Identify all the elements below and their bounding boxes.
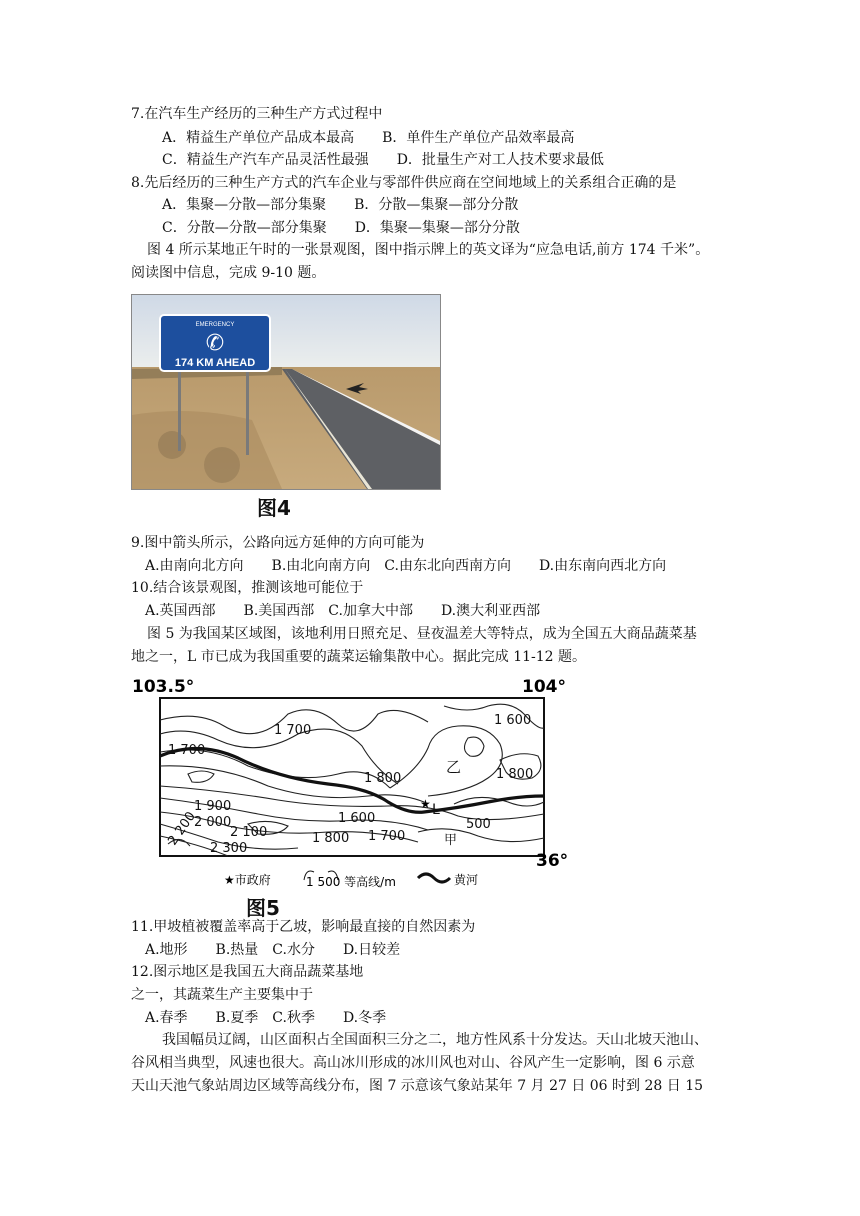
slope-jia-label: 甲	[444, 833, 458, 848]
figure-5-caption: 图5	[246, 896, 280, 920]
paragraph-line3: 天山天池气象站周边区域等高线分布，图 7 示意该气象站某年 7 月 27 日 06 时到 28 日 15	[131, 1078, 704, 1094]
legend-city: ★市政府	[224, 873, 271, 887]
contour-label: 500	[466, 817, 491, 832]
intro5-line2: 地之一，L 市已成为我国重要的蔬菜运输集散中心。据此完成 11-12 题。	[131, 649, 587, 665]
contour-label: 2 200	[165, 809, 199, 849]
q8-stem: 8.先后经历的三种生产方式的汽车企业与零部件供应商在空间地域上的关系组合正确的是	[131, 175, 677, 191]
phone-icon: ✆	[205, 331, 225, 356]
contour-label: 1 600	[338, 811, 376, 826]
contour-label: 1 700	[274, 723, 312, 738]
longitude-right-label: 104°	[522, 677, 566, 697]
contour-label: 1 800	[364, 771, 402, 786]
contour-label: 2 100	[230, 825, 268, 840]
sign-text: 174 KM AHEAD	[174, 357, 256, 369]
contour-label: 1 800	[496, 767, 534, 782]
figure-4-caption: 图4	[257, 496, 291, 520]
sign-top-text: EMERGENCY	[195, 322, 235, 328]
contour-label: 2 300	[210, 841, 248, 856]
contour-map	[128, 674, 580, 896]
contour-label: 2 000	[194, 815, 232, 830]
q8-options-ab: A．集聚—分散—部分集聚 B．分散—集聚—部分分散	[162, 197, 519, 213]
contour-label: 1 600	[494, 713, 532, 728]
intro5-line1: 图 5 为我国某区域图，该地利用日照充足、昼夜温差大等特点，成为全国五大商品蔬菜基	[147, 626, 697, 642]
legend-river: 黄河	[454, 873, 479, 887]
intro4-line2: 阅读图中信息，完成 9-10 题。	[131, 265, 326, 281]
q9-options: A.由南向北方向 B.由北向南方向 C.由东北向西南方向 D.由东南向西北方向	[145, 558, 667, 574]
contour-label: 1 700	[368, 829, 406, 844]
q7-stem: 7.在汽车生产经历的三种生产方式过程中	[131, 106, 383, 122]
q12-stem-line1: 12.图示地区是我国五大商品蔬菜基地	[131, 964, 364, 980]
q11-options: A.地形 B.热量 C.水分 D.日较差	[145, 942, 401, 958]
contour-label: 1 700	[168, 743, 206, 758]
longitude-left-label: 103.5°	[132, 677, 195, 697]
intro4-line1: 图 4 所示某地正午时的一张景观图，图中指示牌上的英文译为“应急电话,前方 174 千米”。	[147, 242, 710, 258]
paragraph-line2: 谷风相当典型，风速也很大。高山冰川形成的冰川风也对山、谷风产生一定影响，图 6 示意	[131, 1055, 695, 1071]
contour-label: 1 900	[194, 799, 232, 814]
contour-label: 1 800	[312, 831, 350, 846]
q10-stem: 10.结合该景观图，推测该地可能位于	[131, 580, 364, 596]
q10-options: A.英国西部 B.美国西部 C.加拿大中部 D.澳大利亚西部	[145, 603, 541, 619]
q12-stem-line2: 之一，其蔬菜生产主要集中于	[131, 987, 313, 1003]
legend-river-symbol	[418, 874, 450, 882]
city-l-label: L	[432, 802, 440, 818]
q7-options-ab: A．精益生产单位产品成本最高 B．单件生产单位产品效率最高	[162, 130, 575, 146]
q8-options-cd: C．分散—分散—部分集聚 D．集聚—集聚—部分分散	[162, 220, 520, 236]
q7-options-cd: C．精益生产汽车产品灵活性最强 D．批量生产对工人技术要求最低	[162, 152, 604, 168]
latitude-label: 36°	[536, 851, 569, 871]
figure-4-photo	[131, 294, 441, 490]
q12-options: A.春季 B.夏季 C.秋季 D.冬季	[145, 1010, 387, 1026]
landscape-image	[132, 295, 440, 489]
legend-contour: 1 500 等高线/m	[306, 875, 396, 889]
city-government-star-icon: ★	[420, 797, 431, 811]
paragraph-line1: 我国幅员辽阔，山区面积占全国面积三分之二，地方性风系十分发达。天山北坡天池山、	[162, 1032, 708, 1048]
slope-yi-label: 乙	[446, 758, 462, 776]
q11-stem: 11.甲坡植被覆盖率高于乙坡，影响最直接的自然因素为	[131, 919, 476, 935]
q9-stem: 9.图中箭头所示，公路向远方延伸的方向可能为	[131, 535, 425, 551]
figure-5-map	[128, 674, 580, 896]
